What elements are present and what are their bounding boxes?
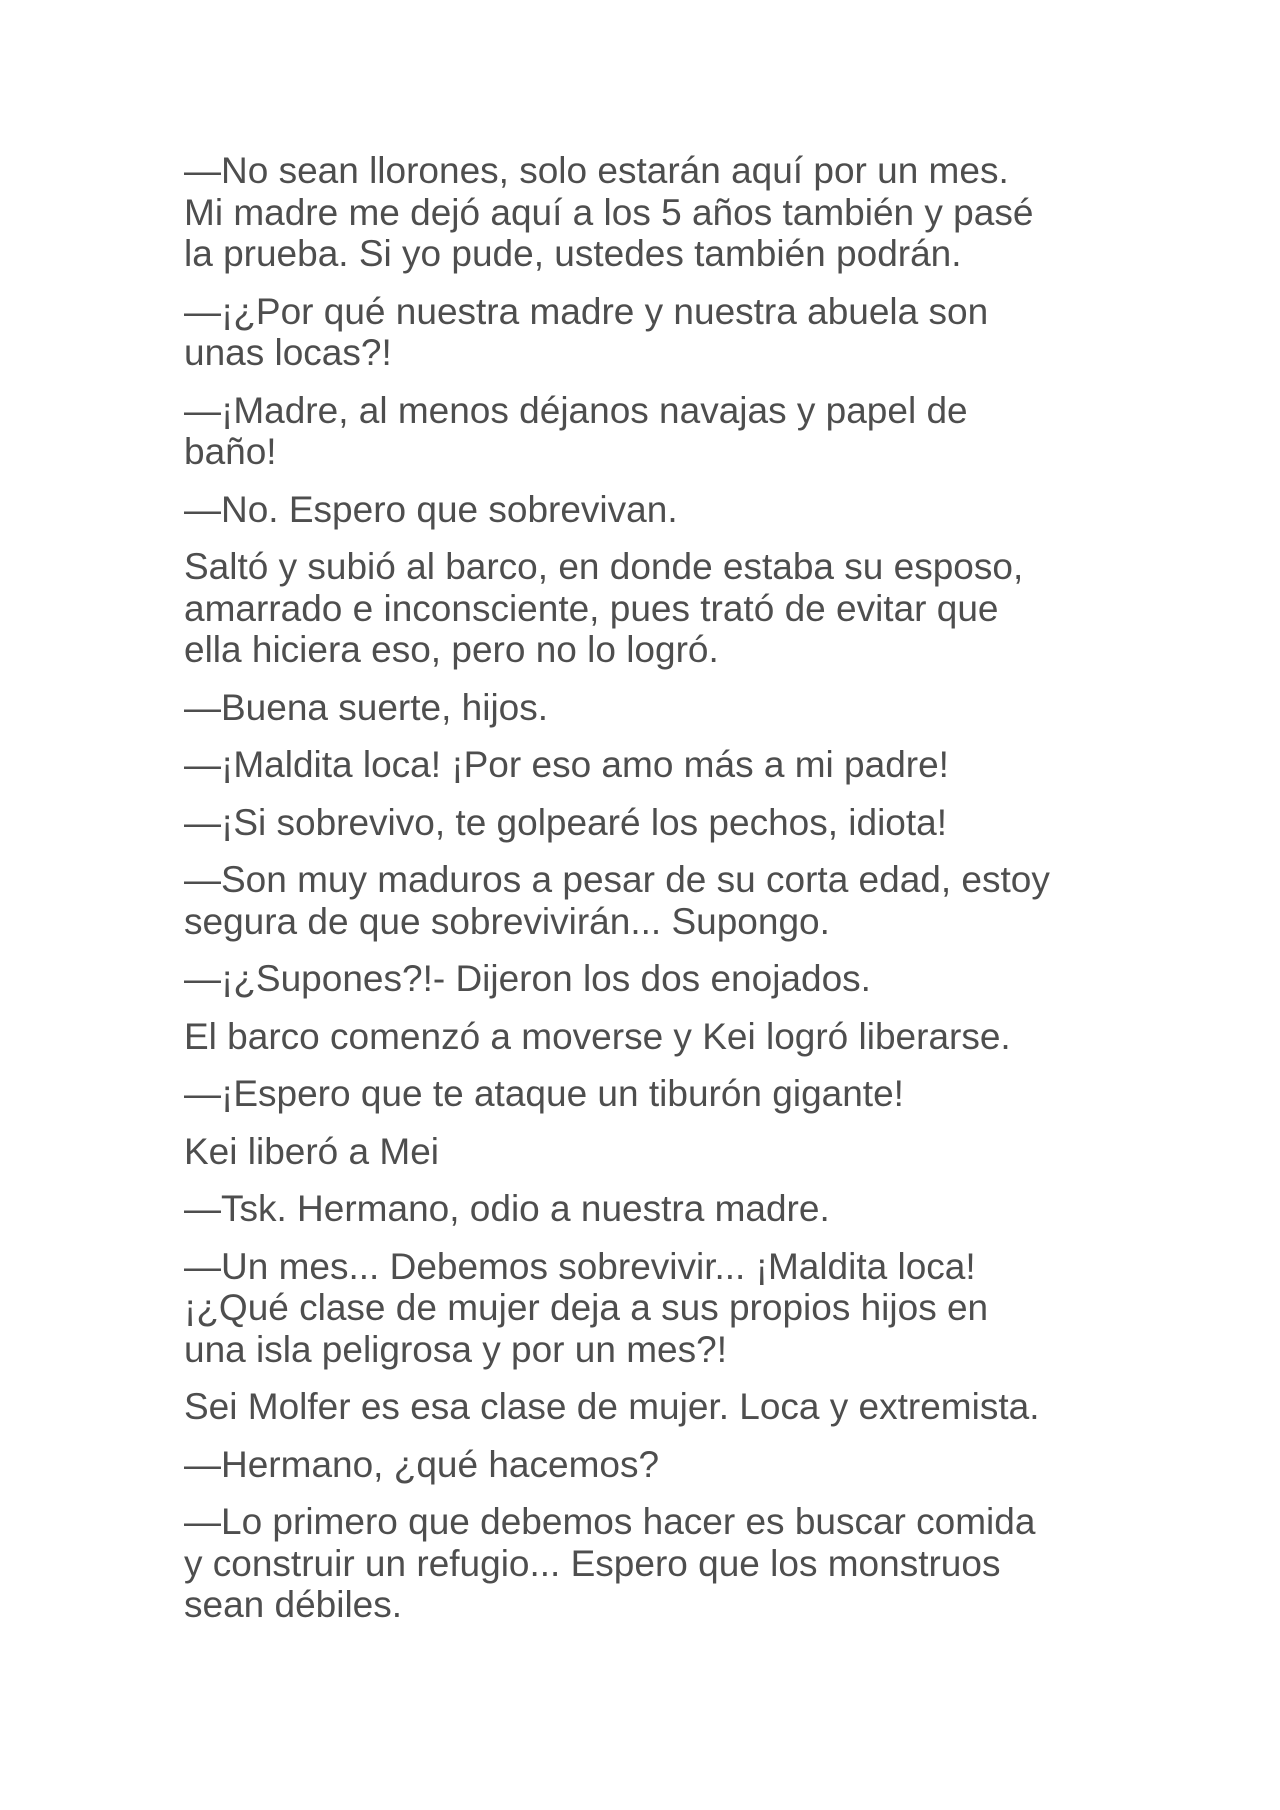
text-line: amarrado e inconsciente, pues trató de evitar que	[184, 587, 999, 629]
text-line: —¡Espero que te ataque un tiburón gigante!	[184, 1073, 904, 1114]
paragraph	[184, 687, 1124, 729]
text-line: —Buena suerte, hijos.	[184, 686, 549, 728]
text-line: —No sean llorones, solo estarán aquí por un mes.	[184, 150, 1009, 191]
text-line: —Tsk. Hermano, odio a nuestra madre.	[184, 1188, 830, 1229]
text-line: Saltó y subió al barco, en donde estaba su esposo,	[184, 546, 1024, 587]
paragraph	[184, 291, 1124, 374]
paragraph	[184, 802, 1124, 844]
text-line: —Son muy maduros a pesar de su corta edad, estoy	[184, 859, 1050, 900]
body-text	[184, 150, 1124, 1642]
text-line: —¡Madre, al menos déjanos navajas y papel de	[184, 389, 968, 431]
text-line: Sei Molfer es esa clase de mujer. Loca y extremista.	[184, 1386, 1040, 1427]
text-line: unas locas?!	[184, 332, 392, 373]
text-line: segura de que sobrevivirán... Supongo.	[184, 900, 830, 942]
text-line: —¡Si sobrevivo, te golpearé los pechos, idiota!	[184, 801, 948, 843]
text-line: —Lo primero que debemos hacer es buscar comida	[184, 1501, 1036, 1542]
paragraph	[184, 1073, 1124, 1115]
text-line: El barco comenzó a moverse y Kei logró liberarse.	[184, 1015, 1011, 1057]
text-line: Mi madre me dejó aquí a los 5 años también y pasé	[184, 191, 1034, 233]
paragraph	[184, 958, 1124, 1000]
paragraph	[184, 1016, 1124, 1058]
text-line: —¡¿Por qué nuestra madre y nuestra abuela son	[184, 290, 989, 332]
paragraph	[184, 1131, 1124, 1173]
text-line: ¡¿Qué clase de mujer deja a sus propios hijos en	[184, 1287, 989, 1328]
paragraph	[184, 390, 1124, 473]
text-line: baño!	[184, 431, 277, 472]
text-line: —Un mes... Debemos sobrevivir... ¡Maldita loca!	[184, 1245, 976, 1287]
paragraph	[184, 150, 1124, 275]
paragraph	[184, 489, 1124, 531]
text-line: Kei liberó a Mei	[184, 1130, 440, 1172]
paragraph	[184, 546, 1124, 671]
paragraph	[184, 1188, 1124, 1230]
paragraph	[184, 1501, 1124, 1626]
text-line: y construir un refugio... Espero que los monstruos	[184, 1542, 1001, 1584]
paragraph	[184, 744, 1124, 786]
text-line: —Hermano, ¿qué hacemos?	[184, 1443, 660, 1485]
text-line: la prueba. Si yo pude, ustedes también podrán.	[184, 233, 962, 274]
paragraph	[184, 1386, 1124, 1428]
text-line: una isla peligrosa y por un mes?!	[184, 1328, 727, 1370]
text-line: ella hiciera eso, pero no lo logró.	[184, 629, 719, 670]
text-line: sean débiles.	[184, 1584, 403, 1625]
text-line: —¡¿Supones?!- Dijeron los dos enojados.	[184, 958, 871, 999]
paragraph	[184, 859, 1124, 942]
paragraph	[184, 1444, 1124, 1486]
text-line: —No. Espero que sobrevivan.	[184, 488, 678, 530]
text-line: —¡Maldita loca! ¡Por eso amo más a mi padre!	[184, 744, 949, 785]
paragraph	[184, 1246, 1124, 1371]
